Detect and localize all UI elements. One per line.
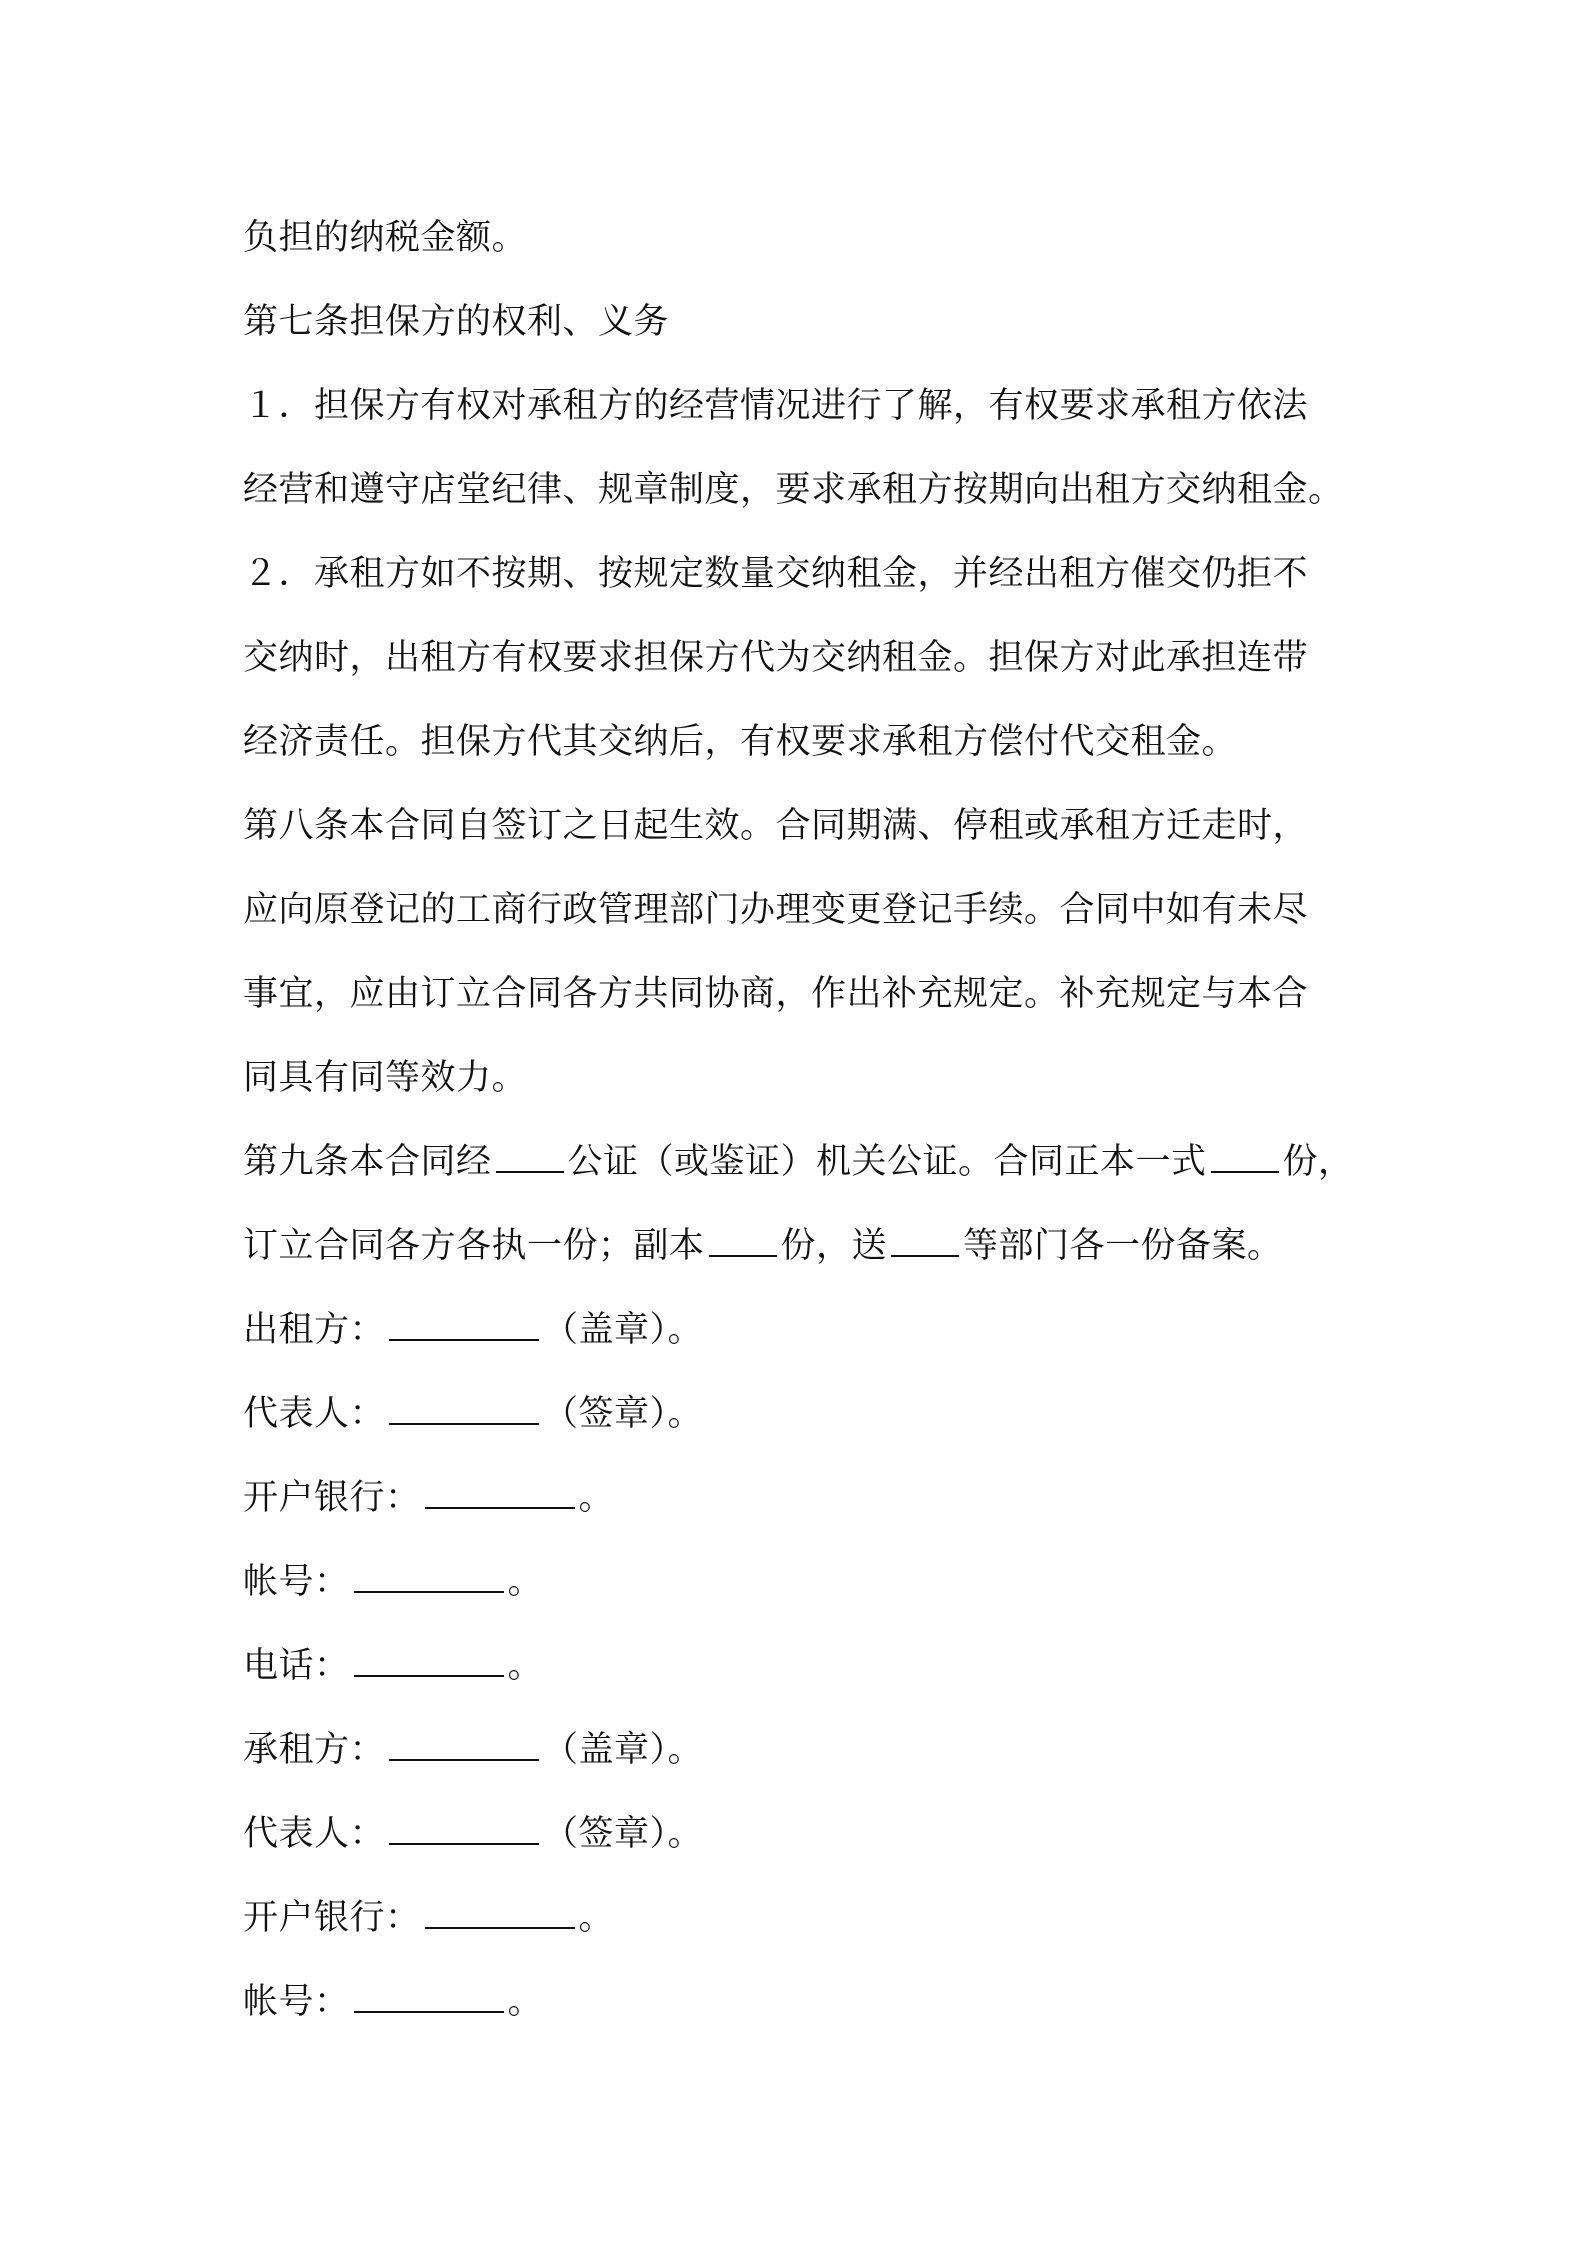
fill-blank xyxy=(891,1225,959,1257)
text-line: 经营和遵守店堂纪律、规章制度，要求承租方按期向出租方交纳租金。 xyxy=(243,470,1344,510)
field-note: （盖章）。 xyxy=(543,1730,704,1770)
article-7-heading: 第七条担保方的权利、义务 xyxy=(243,302,670,342)
fill-blank xyxy=(389,1813,539,1845)
representative-line xyxy=(243,1372,1363,1456)
bank-line xyxy=(243,1876,1363,1960)
field-note: （盖章）。 xyxy=(543,1310,704,1350)
document-page xyxy=(243,196,1363,2044)
text-line: 同具有同等效力。 xyxy=(243,1058,528,1098)
account-line xyxy=(243,1540,1363,1624)
text-segment: 订立合同各方各执一份；副本 xyxy=(243,1226,705,1266)
text-line: １．担保方有权对承租方的经营情况进行了解，有权要求承租方依法 xyxy=(243,386,1309,426)
article-9-line-2 xyxy=(243,1204,1363,1288)
field-label: 帐号： xyxy=(243,1982,350,2022)
text-segment: 份，送 xyxy=(780,1226,888,1266)
text-line: 交纳时，出租方有权要求担保方代为交纳租金。担保方对此承担连带 xyxy=(243,638,1309,678)
article-8-line: 第八条本合同自签订之日起生效。合同期满、停租或承租方迁走时， xyxy=(243,806,1309,846)
field-note: （签章）。 xyxy=(543,1814,704,1854)
fill-blank xyxy=(354,1981,504,2013)
fill-blank xyxy=(496,1141,564,1173)
field-note: （签章）。 xyxy=(543,1394,704,1434)
field-end: 。 xyxy=(578,1898,615,1938)
fill-blank xyxy=(389,1393,539,1425)
fill-blank xyxy=(425,1477,575,1509)
text-line: ２．承租方如不按期、按规定数量交纳租金，并经出租方催交仍拒不 xyxy=(243,554,1309,594)
field-label: 开户银行： xyxy=(243,1898,421,1938)
fill-blank xyxy=(709,1225,777,1257)
text-segment: 第九条本合同经 xyxy=(243,1142,492,1182)
fill-blank xyxy=(354,1561,504,1593)
lessee-line xyxy=(243,1708,1363,1792)
field-label: 代表人： xyxy=(243,1814,386,1854)
fill-blank xyxy=(389,1729,539,1761)
field-label: 电话： xyxy=(243,1646,350,1686)
text-segment: 份， xyxy=(1282,1142,1354,1182)
field-label: 帐号： xyxy=(243,1562,350,1602)
field-end: 。 xyxy=(507,1646,544,1686)
field-label: 代表人： xyxy=(243,1394,386,1434)
bank-line xyxy=(243,1456,1363,1540)
field-end: 。 xyxy=(578,1478,615,1518)
text-segment: 等部门各一份备案。 xyxy=(963,1226,1283,1266)
article-9-line-1 xyxy=(243,1120,1363,1204)
fill-blank xyxy=(354,1645,504,1677)
fill-blank xyxy=(1211,1141,1279,1173)
field-label: 出租方： xyxy=(243,1310,386,1350)
fill-blank xyxy=(425,1897,575,1929)
representative-line xyxy=(243,1792,1363,1876)
lessor-line xyxy=(243,1288,1363,1372)
text-line: 事宜，应由订立合同各方共同协商，作出补充规定。补充规定与本合 xyxy=(243,974,1309,1014)
fill-blank xyxy=(389,1309,539,1341)
text-line: 经济责任。担保方代其交纳后，有权要求承租方偿付代交租金。 xyxy=(243,722,1238,762)
text-segment: 公证（或鉴证）机关公证。合同正本一式 xyxy=(567,1142,1207,1182)
text-line: 应向原登记的工商行政管理部门办理变更登记手续。合同中如有未尽 xyxy=(243,890,1309,930)
field-label: 承租方： xyxy=(243,1730,386,1770)
field-end: 。 xyxy=(507,1562,544,1602)
text-line: 负担的纳税金额。 xyxy=(243,218,528,258)
field-label: 开户银行： xyxy=(243,1478,421,1518)
account-line xyxy=(243,1960,1363,2044)
field-end: 。 xyxy=(507,1982,544,2022)
phone-line xyxy=(243,1624,1363,1708)
